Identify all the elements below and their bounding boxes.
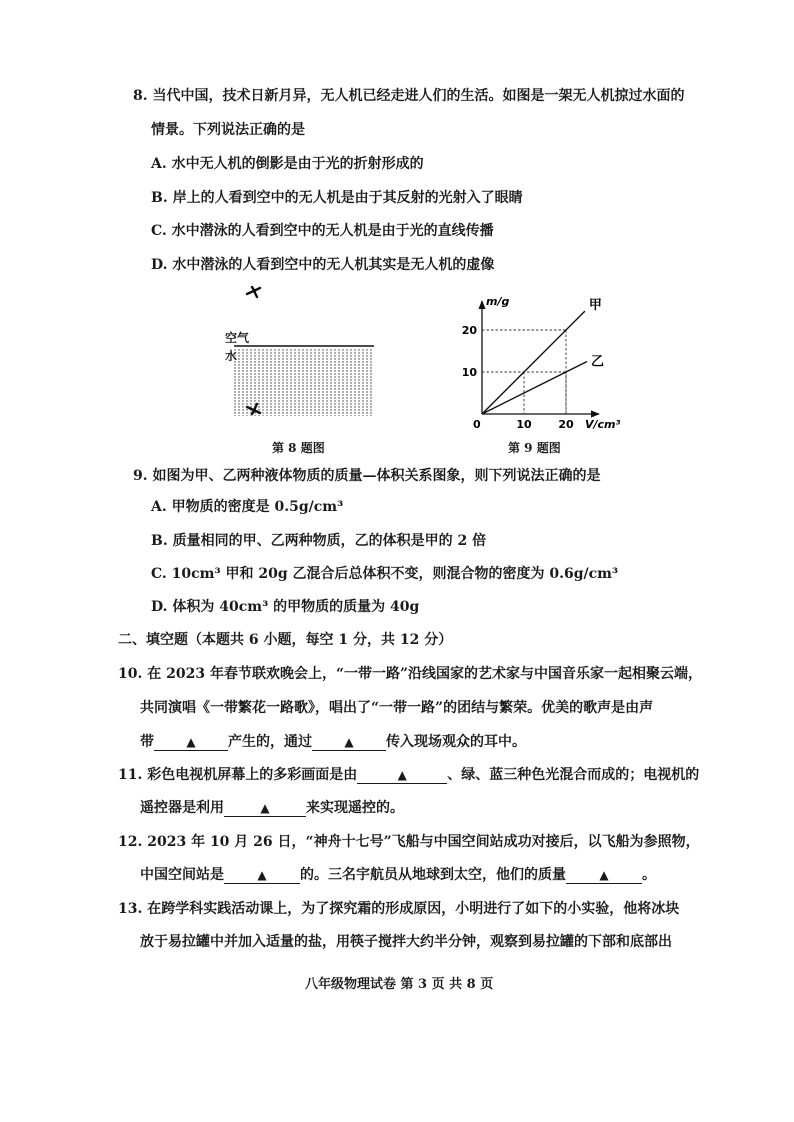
y-tick-label: 20 [461, 324, 477, 337]
q10-line1: 10. 在 2023 年春节联欢晚会上，“一带一路”沿线国家的艺术家与中国音乐家一起相聚云端， [118, 666, 703, 682]
x-tick-label: 20 [558, 418, 574, 431]
q10-line3-text-b: 产生的，通过 [228, 734, 312, 750]
x-tick-label: 10 [516, 418, 532, 431]
q12-answer-blank-2[interactable]: ▲ [566, 867, 642, 884]
q8-option-d: D. 水中潜泳的人看到空中的无人机其实是无人机的虚像 [151, 257, 495, 273]
series-line-jia [482, 311, 585, 414]
fig8-caption: 第 8 题图 [272, 441, 325, 455]
q8-stem-line2: 情景。下列说法正确的是 [151, 122, 305, 138]
q9-option-d: D. 体积为 40cm³ 的甲物质的质量为 40g [151, 599, 420, 615]
series-label-yi: 乙 [591, 354, 605, 370]
q9-option-a: A. 甲物质的密度是 0.5g/cm³ [151, 499, 344, 515]
q8-option-c: C. 水中潜泳的人看到空中的无人机是由于光的直线传播 [151, 223, 494, 239]
q10-line3-text-a: 带 [140, 734, 154, 750]
q9-option-b: B. 质量相同的甲、乙两种物质，乙的体积是甲的 2 倍 [151, 533, 487, 549]
section-2-heading: 二、填空题（本题共 6 小题，每空 1 分，共 12 分） [118, 632, 453, 648]
q12-line2 [140, 866, 656, 884]
q11-answer-blank-1[interactable]: ▲ [357, 767, 447, 784]
q10-answer-blank-1[interactable]: ▲ [154, 734, 228, 751]
y-tick-label: 10 [461, 366, 477, 379]
q10-line2: 共同演唱《一带繁花一路歌》，唱出了“一带一路”的团结与繁荣。优美的歌声是由声 [140, 700, 654, 716]
q11-line2-text-a: 遥控器是利用 [140, 800, 224, 816]
q13-line1: 13. 在跨学科实践活动课上，为了探究霜的形成原因，小明进行了如下的小实验，他将冰块 [118, 901, 680, 917]
q12-line2-text-c: 。 [642, 867, 656, 883]
q12-line1: 12. 2023 年 10 月 26 日，“神舟十七号”飞船与中国空间站成功对接后，以飞船为参照物， [118, 834, 700, 850]
q9-stem: 9. 如图为甲、乙两种液体物质的质量—体积关系图象，则下列说法正确的是 [133, 468, 601, 484]
series-line-yi [482, 362, 587, 415]
q11-answer-blank-2[interactable]: ▲ [224, 800, 306, 817]
q12-answer-blank-1[interactable]: ▲ [224, 867, 300, 884]
origin-label: 0 [473, 418, 481, 431]
y-axis-label: m/g [486, 295, 510, 308]
q12-line2-text-a: 中国空间站是 [140, 867, 224, 883]
q8-option-a: A. 水中无人机的倒影是由于光的折射形成的 [151, 156, 424, 172]
fig8-water-label: 水 [225, 349, 238, 363]
q13-line2: 放于易拉罐中并加入适量的盐，用筷子搅拌大约半分钟，观察到易拉罐的下部和底部出 [140, 934, 672, 950]
fig9-caption: 第 9 题图 [508, 441, 561, 455]
figure-9-chart [455, 292, 635, 442]
q12-line2-text-b: 的。三名宇航员从地球到太空，他们的质量 [300, 867, 566, 883]
q11-line2-text-b: 来实现遥控的。 [306, 800, 404, 816]
series-label-jia: 甲 [588, 298, 602, 314]
q8-option-b: B. 岸上的人看到空中的无人机是由于其反射的光射入了眼睛 [151, 190, 523, 206]
page-footer: 八年级物理试卷 第 3 页 共 8 页 [305, 977, 494, 992]
figure-8-drone-water [218, 280, 388, 430]
drone-icon [247, 287, 260, 297]
q8-stem-line1: 8. 当代中国，技术日新月异，无人机已经走进人们的生活。如图是一架无人机掠过水面的 [133, 88, 685, 104]
q10-line3-text-c: 传入现场观众的耳中。 [386, 734, 526, 750]
q10-line3 [140, 733, 526, 751]
q11-line1 [118, 766, 699, 784]
x-axis-label: V/cm³ [585, 418, 621, 431]
q11-line1-text-a: 11. 彩色电视机屏幕上的多彩画面是由 [118, 767, 358, 783]
q10-answer-blank-2[interactable]: ▲ [312, 734, 386, 751]
fig8-air-label: 空气 [225, 331, 250, 345]
q11-line2 [140, 799, 404, 817]
q11-line1-text-b: 、绿、蓝三种色光混合而成的；电视机的 [447, 767, 700, 783]
q9-option-c: C. 10cm³ 甲和 20g 乙混合后总体积不变，则混合物的密度为 0.6g/cm³ [151, 566, 619, 582]
